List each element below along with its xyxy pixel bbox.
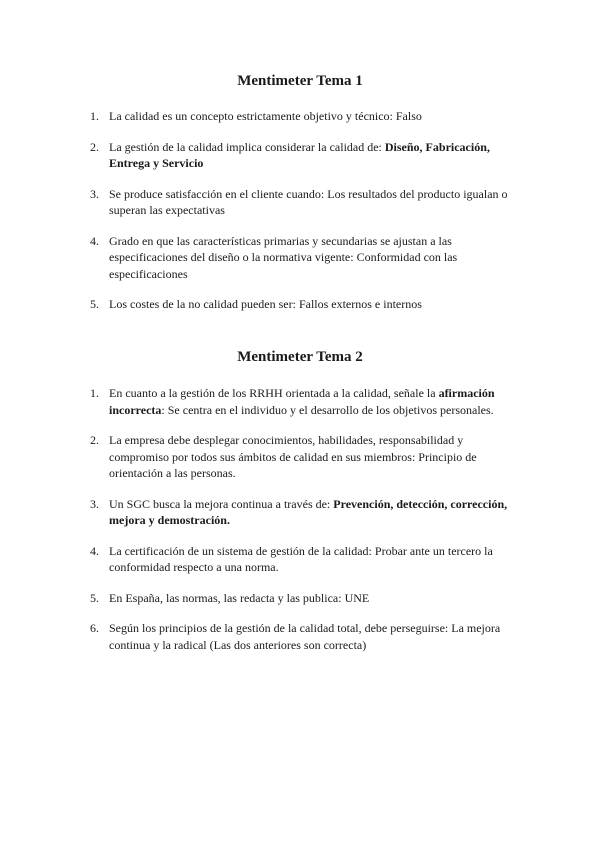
item-text-segment: Según los principios de la gestión de la calidad total, debe perseguirse: La mejora continua y la radical (Las dos anteriores son correcta) <box>109 621 501 652</box>
item-text <box>109 543 514 576</box>
item-text-bold: Diseño, Fabricación, Entrega y Servicio <box>109 139 490 170</box>
item-text-segment: En España, las normas, las redacta y las publica: UNE <box>109 590 370 605</box>
item-text <box>109 590 514 607</box>
list-item <box>0 233 600 283</box>
item-text-segment: Un SGC busca la mejora continua a través de: <box>109 496 334 511</box>
item-text <box>109 139 514 172</box>
list-item <box>0 186 600 219</box>
item-text-segment: La gestión de la calidad implica considerar la calidad de: <box>109 139 385 154</box>
item-text <box>109 233 514 283</box>
section-title-tema-2: Mentimeter Tema 2 <box>237 349 363 365</box>
item-number: 2. <box>90 433 99 447</box>
item-text-segment: Los costes de la no calidad pueden ser: Fallos externos e internos <box>109 297 422 311</box>
item-number: 6. <box>90 621 99 635</box>
item-text-segment: La certificación de un sistema de gestión de la calidad: Probar ante un tercero la conformidad respecto a una norma. <box>109 543 493 574</box>
item-number: 4. <box>90 543 99 558</box>
item-text <box>109 620 514 653</box>
item-number: 5. <box>90 297 99 311</box>
list-item <box>0 432 600 482</box>
item-number: 2. <box>90 139 99 154</box>
item-text-segment: Se produce satisfacción en el cliente cuando: Los resultados del producto igualan o superan las expectativas <box>109 186 508 217</box>
item-text-segment: La calidad es un concepto estrictamente objetivo y técnico: Falso <box>109 109 422 123</box>
item-text-segment: La empresa debe desplegar conocimientos, habilidades, responsabilidad y compromiso por todos sus ámbitos de calidad en sus miembros: Principio de orientación a las personas. <box>109 433 477 480</box>
list-item <box>0 590 600 607</box>
item-number: 3. <box>90 496 99 511</box>
item-number: 5. <box>90 590 99 605</box>
item-text-bold: Prevención, detección, corrección, mejora y demostración. <box>109 496 508 527</box>
item-text <box>109 186 514 219</box>
list-item <box>0 139 600 172</box>
item-text <box>109 108 514 125</box>
item-text-bold: afirmación incorrecta <box>109 386 495 417</box>
item-number: 4. <box>90 233 99 248</box>
list-item <box>0 296 600 313</box>
item-text <box>109 385 514 418</box>
section-title-tema-1: Mentimeter Tema 1 <box>237 73 363 89</box>
tema-2-list <box>0 385 600 667</box>
item-number: 1. <box>90 109 99 123</box>
item-number: 3. <box>90 186 99 201</box>
tema-1-list <box>0 108 600 327</box>
item-text <box>109 496 514 529</box>
list-item <box>0 543 600 576</box>
item-text-segment: Grado en que las características primarias y secundarias se ajustan a las especificaciones del diseño o la normativa vigente: Conformidad con las especificaciones <box>109 233 458 281</box>
list-item <box>0 385 600 418</box>
item-number: 1. <box>90 386 99 400</box>
item-text <box>109 296 514 313</box>
list-item <box>0 620 600 653</box>
item-text-segment: En cuanto a la gestión de los RRHH orientada a la calidad, señale la <box>109 386 439 400</box>
item-text <box>109 432 514 482</box>
item-text-segment: : Se centra en el individuo y el desarrollo de los objetivos personales. <box>161 402 494 417</box>
list-item <box>0 108 600 125</box>
list-item <box>0 496 600 529</box>
